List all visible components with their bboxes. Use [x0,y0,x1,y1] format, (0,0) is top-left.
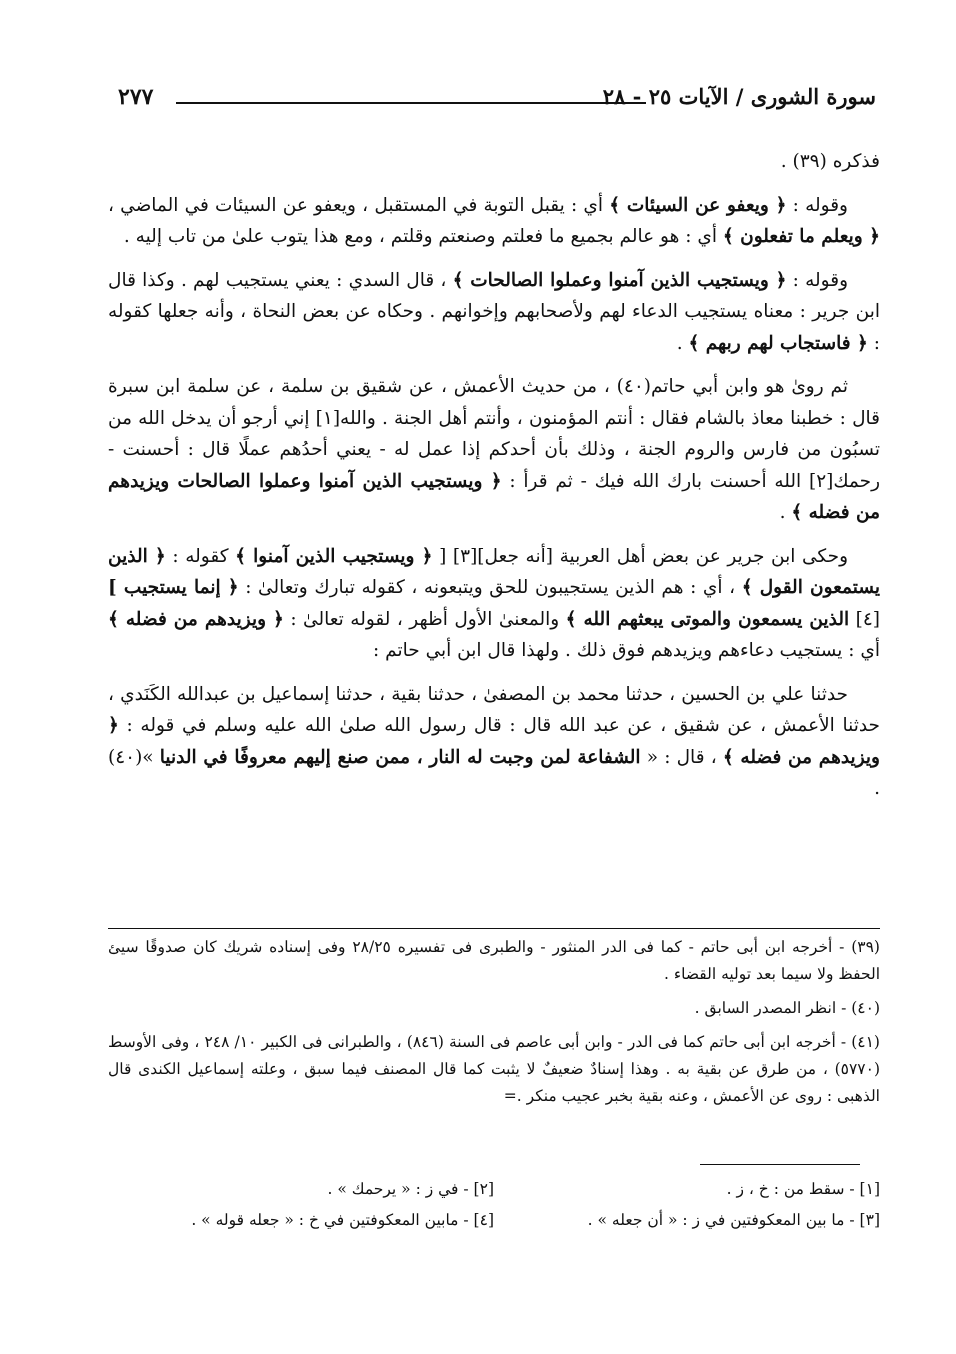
variant-note: [١] - سقط من : خ ، ز . [726,1180,880,1198]
quran-quote: ﴿ ويعفو عن السيئات ﴾ [609,194,787,216]
footnotes [108,934,880,1117]
paragraph-text: فذكره (٣٩) . [780,151,880,172]
footnote-separator [108,928,880,929]
paragraph: وقوله : ﴿ ويعفو عن السيئات ﴾ أي : يقبل التوبة في المستقبل ، ويعفو عن السيئات في الماضي ، ﴿ ويعلم ما تفعلون ﴾ أي : هو عالم بجميع ما فعلتم وصنعتم وقلتم ، ومع هذا يتوب علىٰ من تاب إليه . [108,194,880,247]
variant-row [108,1176,880,1203]
running-title: سورة الشورى / الآيات ٢٥ - ٢٨ [602,84,876,109]
variant-note: [٢] - في ز : « يرحمك » . [327,1180,494,1198]
quran-quote: ﴿ ويزيدهم من فضله ﴾ [108,715,880,768]
variant-note: [٤] - مابين المعكوفتين في خ : « جعله قوله » . [191,1211,494,1229]
footnote-39: (٣٩) - أخرجه ابن أبى حاتم - كما فى الدر المنثور - والطبرى فى تفسيره ٢٨/٢٥ وفى إسناده شريك كان صدوقًا سيئ الحفظ ولا سيما بعد توليه القضاء . [108,938,880,983]
hadith-quote: الشفاعة لمن وجبت له النار ، ممن صنع إليهم معروفًا في الدنيا [159,746,641,768]
paragraph: وقوله : ﴿ ويستجيب الذين آمنوا وعملوا الصالحات ﴾ ، قال السدي : يعني يستجيب لهم . وكذا قال ابن جرير : معناه يستجيب الدعاء لهم ولأصحابهم وإخوانهم . وحكاه عن بعض النحاة ، وأنه جعلها كقوله : ﴿ فاستجاب لهم ربهم ﴾ . [108,269,880,354]
variant-row [108,1207,880,1234]
footnote-40: (٤٠) - انظر المصدر السابق . [694,999,880,1017]
main-text [108,146,880,817]
quran-quote: ﴿ ويستجيب الذين آمنوا ﴾ [235,545,433,567]
quran-quote: ﴿ إنما يستجيب ] [108,577,239,598]
quran-quote: ﴿ ويزيدهم من فضله ﴾ [108,608,284,630]
header-rule [176,102,646,104]
page-number: ٢٧٧ [118,84,154,110]
manuscript-variants [108,1176,880,1238]
quran-quote: ﴿ الذين يستمعون القول ﴾ [108,545,880,598]
paragraph: حدثنا علي بن الحسين ، حدثنا محمد بن المصفىٰ ، حدثنا بقية ، حدثنا إسماعيل بن عبدالله الكَنَدي ، حدثنا الأعمش ، عن شقيق ، عن عبد الله قال : قال رسول الله صلىٰ الله عليه وسلم في قوله : ﴿ ويزيدهم من فضله ﴾ ، قال : « الشفاعة لمن وجبت له النار ، ممن صنع إليهم معروفًا في الدنيا »(٤٠) . [108,683,880,799]
variants-separator [700,1164,860,1165]
paragraph: وحكى ابن جرير عن بعض أهل العربية [أنه جعل][٣] [ ﴿ ويستجيب الذين آمنوا ﴾ كقوله : ﴿ الذين يستمعون القول ﴾ ، أي : هم الذين يستجيبون للحق ويتبعونه ، كقوله تبارك وتعالىٰ : ﴿ إنما يستجيب ][٤] الذين يسمعون والموتى يبعثهم الله ﴾ والمعنىٰ الأول أظهر ، لقوله تعالىٰ : ﴿ ويزيدهم من فضله ﴾ أي : يستجيب دعاءهم ويزيدهم فوق ذلك . ولهذا قال ابن أبي حاتم : [108,545,880,661]
paragraph: ثم روىٰ هو وابن أبي حاتم(٤٠) ، من حديث الأعمش ، عن شقيق بن سلمة ، عن سلمة ابن سبرة قال : خطبنا معاذ بالشام فقال : أنتم المؤمنون ، وأنتم أهل الجنة . والله[١] إني أرجو أن يدخل الله من تسبُون من فارس والروم الجنة ، وذلك بأن أحدكم إذا عمل له - يعني أحدُهم عملًا قال : أحسنت - رحمك[٢] الله أحسنت بارك الله فيك - ثم قرأ : ﴿ ويستجيب الذين آمنوا وعملوا الصالحات ويزيدهم من فضله ﴾ . [108,376,880,523]
footnote-41: (٤١) - أخرجه ابن أبى حاتم كما فى الدر - وابن أبى عاصم فى السنة (٨٤٦) ، والطبرانى فى الكبير ١٠/ ٢٤٨ ، وفى الأوسط (٥٧٧٠) ، من طرق عن بقية به . وهذا إسنادٌ ضعيفٌ لا يثبت كما قال المصنف فيما سبق ، وعلته إسماعيل الكندى قال الذهبى : روى عن الأعمش ، وعنه بقية بخبر عجيب منكر .= [108,1033,880,1105]
paragraph [108,146,880,178]
variant-note: [٣] - ما بين المعكوفتين في ز : « أن جعله » . [587,1211,880,1229]
quran-quote: ﴿ فاستجاب لهم ربهم ﴾ [688,332,868,354]
page-header [118,84,876,120]
quran-quote: ﴿ ويستجيب الذين آمنوا وعملوا الصالحات ويزيدهم من فضله ﴾ [108,470,880,523]
quran-quote: ﴿ ويعلم ما تفعلون ﴾ [722,226,880,247]
quran-quote: الذين يسمعون والموتى يبعثهم الله ﴾ [565,608,850,630]
quran-quote: ﴿ ويستجيب الذين آمنوا وعملوا الصالحات ﴾ [452,269,787,291]
